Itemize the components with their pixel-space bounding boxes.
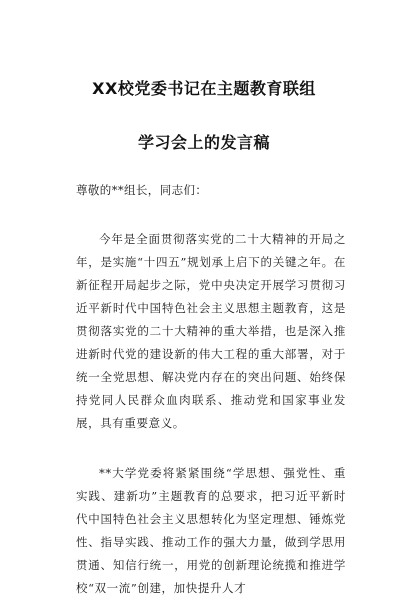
paragraph-1: 今年是全面贯彻落实党的二十大精神的开局之年，是实施“十四五”规划承上启下的关键之年。在新征程开局起步之际，党中央决定开展学习贯彻习近平新时代中国特色社会主义思想主题教育，这是贯彻落实党的二十大精神的重大举措，也是深入推进新时代党的建设新的伟大工程的重大部署，对于统一全党思想、解决党内存在的突出问题、始终保持党同人民群众血肉联系、推动党和国家事业发展，具有重要意义。	[76, 232, 346, 430]
salutation: 尊敬的**组长，同志们：	[76, 183, 208, 197]
paragraph-2: **大学党委将紧紧围绕“学思想、强党性、重实践、建新功”主题教育的总要求，把习近平新时代中国特色社会主义思想转化为坚定理想、锤炼党性、指导实践、推动工作的强大力量，做到学思用贯通、知信行统一，用党的创新理论统揽和推进学校“双一流”创建，加快提升人才	[76, 466, 346, 595]
document-title-line-2: 学习会上的发言稿	[137, 133, 270, 152]
document-title-line-1: XX校党委书记在主题教育联组	[92, 79, 316, 98]
